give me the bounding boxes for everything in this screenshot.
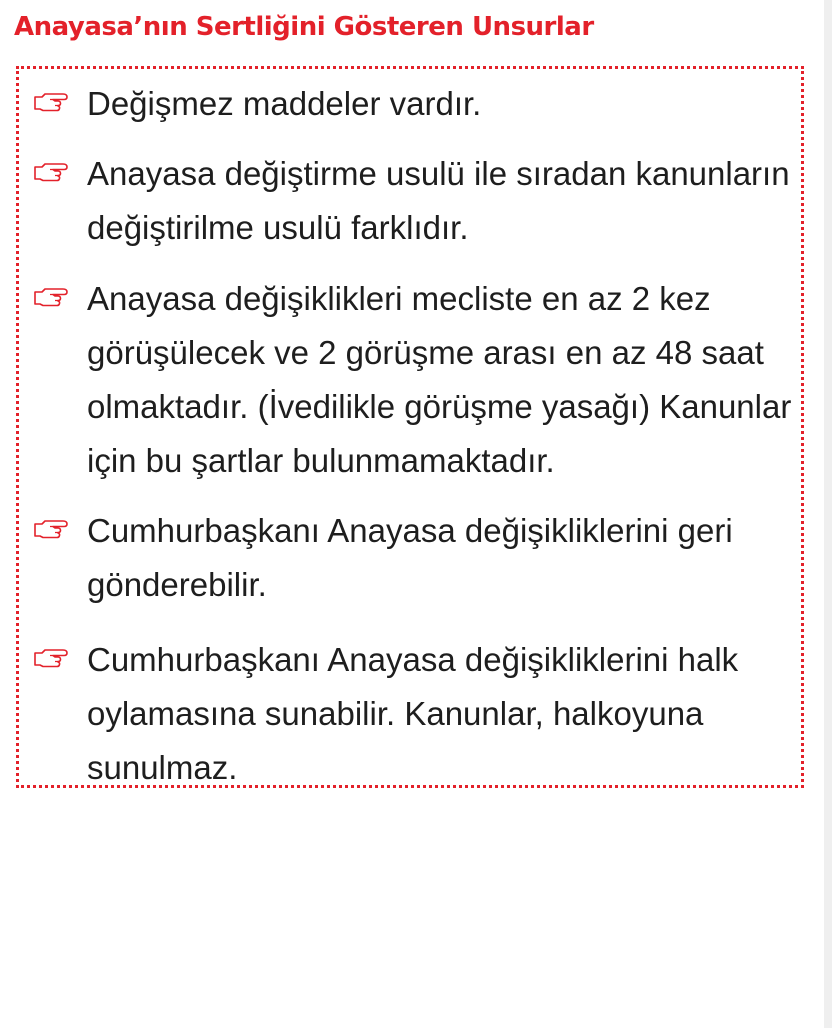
list-item bbox=[33, 633, 793, 795]
pointing-hand-icon bbox=[33, 91, 71, 113]
list-item bbox=[33, 504, 793, 612]
pointing-hand-icon bbox=[33, 647, 71, 669]
list-item bbox=[33, 272, 793, 488]
content-box bbox=[16, 66, 804, 788]
list-item-text: Cumhurbaşkanı Anayasa değişikliklerini geri gönderebilir. bbox=[87, 512, 733, 603]
pointing-hand-icon bbox=[33, 161, 71, 183]
pointing-hand-icon bbox=[33, 286, 71, 308]
list-item bbox=[33, 77, 793, 131]
list-item-text: Anayasa değişiklikleri mecliste en az 2 kez görüşülecek ve 2 görüşme arası en az 48 saat olmaktadır. (İvedilikle görüşme yasağı) Kanunlar için bu şartlar bulunmamaktadır. bbox=[87, 280, 792, 479]
list-item-text: Değişmez maddeler vardır. bbox=[87, 85, 482, 122]
list-item-text: Cumhurbaşkanı Anayasa değişikliklerini halk oylamasına sunabilir. Kanunlar, halkoyuna sunulmaz. bbox=[87, 641, 739, 786]
pointing-hand-icon bbox=[33, 518, 71, 540]
page-edge-strip bbox=[824, 0, 832, 1028]
list-item bbox=[33, 147, 793, 255]
section-title: Anayasa’nın Sertliğini Gösteren Unsurlar bbox=[14, 12, 594, 42]
list-item-text: Anayasa değiştirme usulü ile sıradan kanunların değiştirilme usulü farklıdır. bbox=[87, 155, 790, 246]
